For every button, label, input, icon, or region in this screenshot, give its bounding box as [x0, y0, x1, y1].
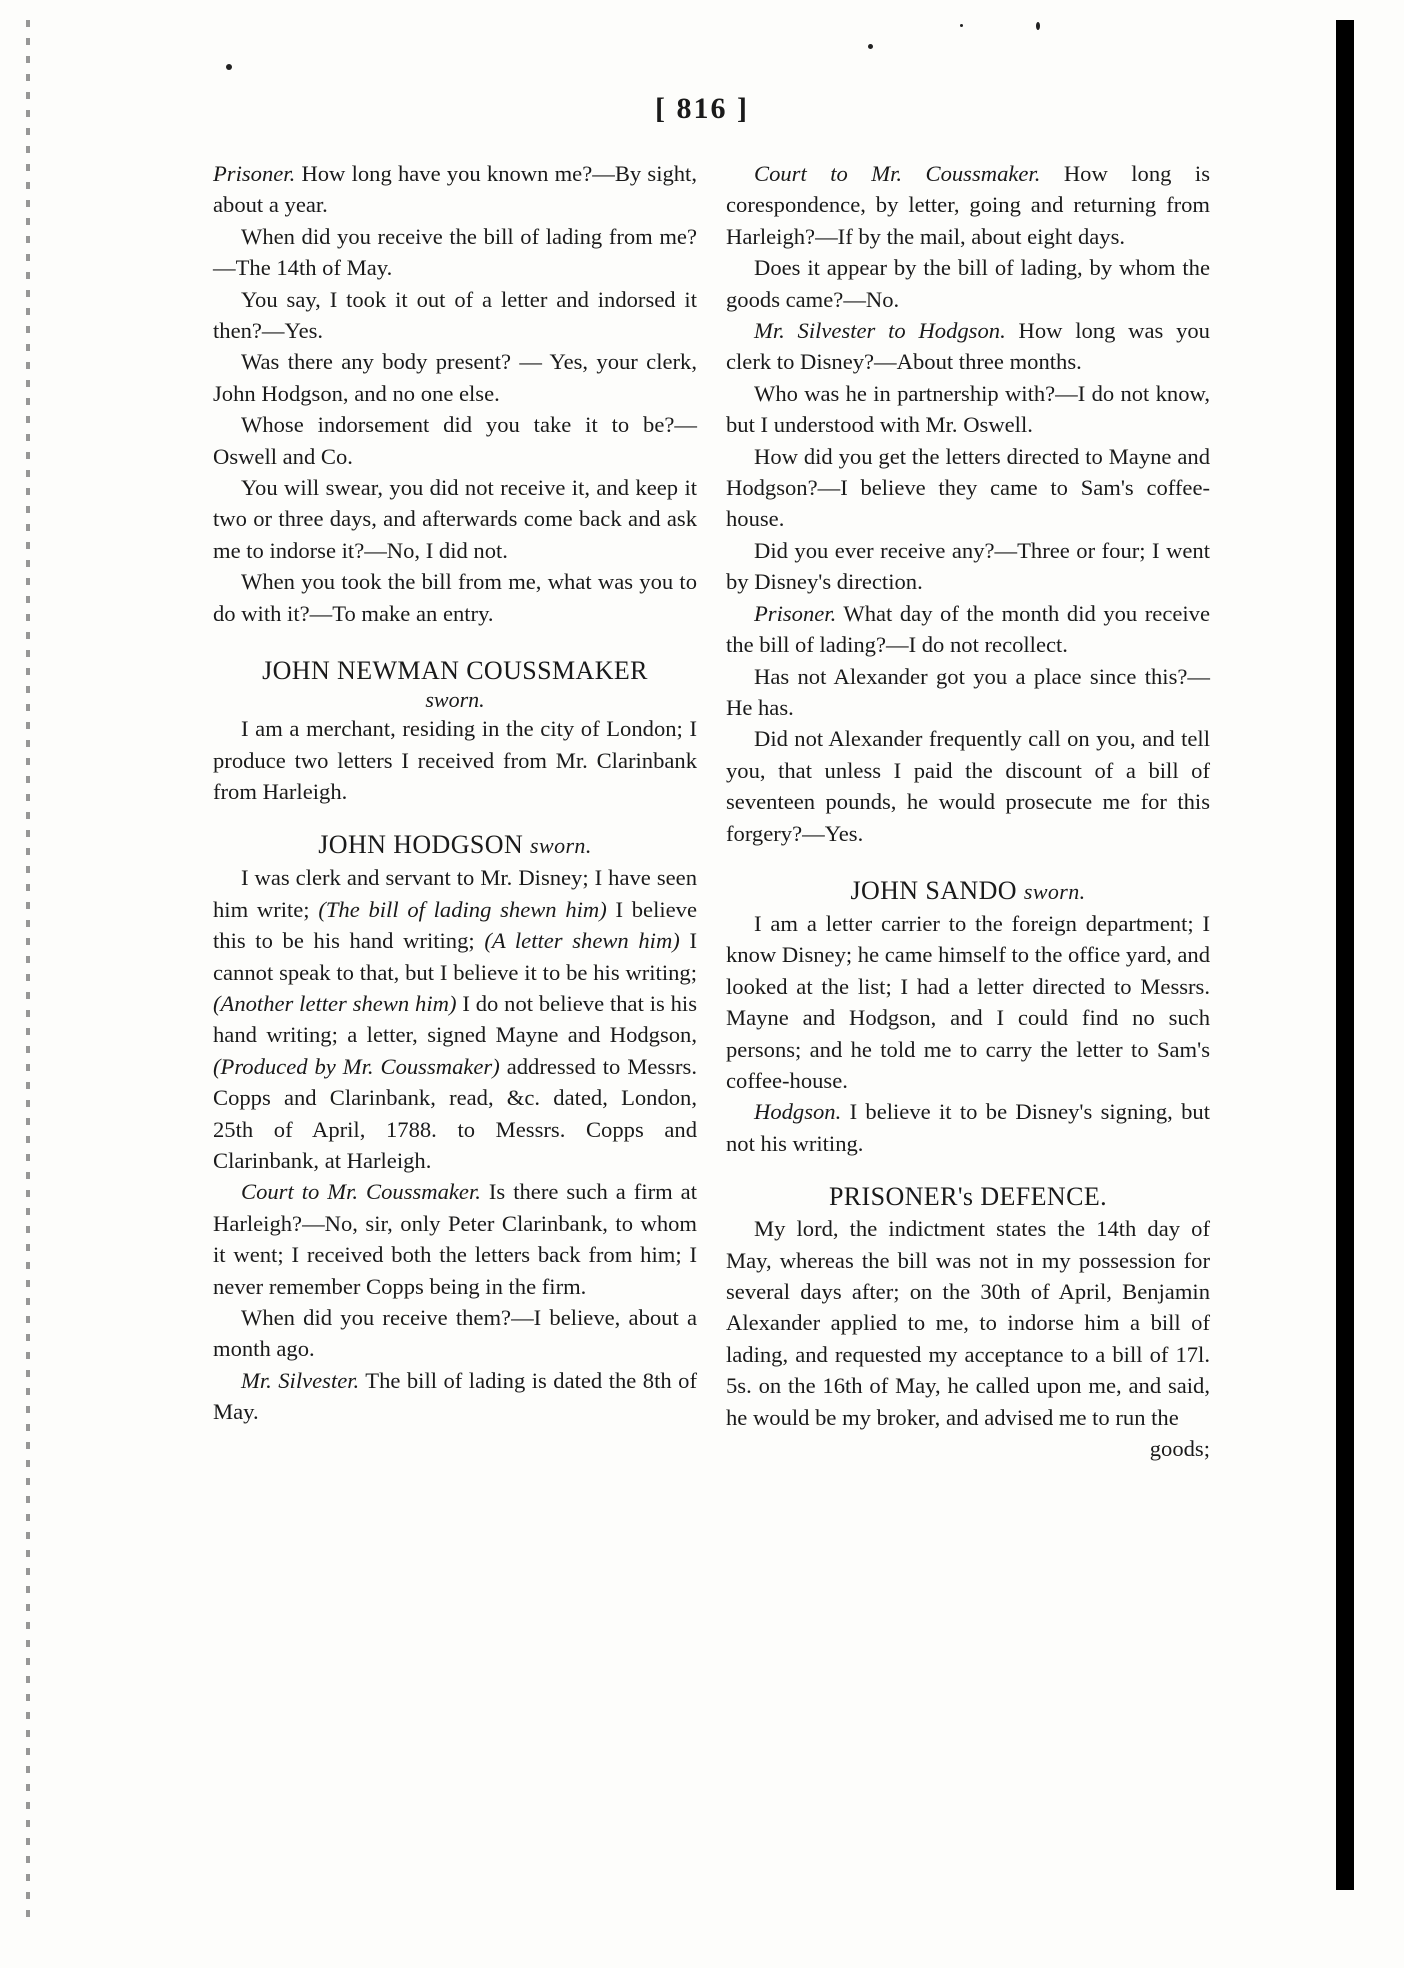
testimony: I am a letter carrier to the foreign department; I know Disney; he came himself to the office yard, and looked at the list; I had a letter directed to Messrs. Mayne and Hodgson, and I could find no such persons; and he told me to carry the letter to Sam's coffee-house. [726, 910, 1210, 1093]
defence-heading: PRISONER's DEFENCE. [828, 1182, 1108, 1212]
right-column [726, 158, 1210, 1464]
speaker-label: Mr. Silvester. [241, 1367, 360, 1393]
page-edge-shadow [1336, 20, 1354, 1890]
binding-edge [26, 20, 30, 1920]
speaker-label: Court to Mr. Coussmaker. [241, 1179, 481, 1205]
paragraph: Did you ever receive any?—Three or four; I went by Disney's direction. [726, 537, 1210, 595]
testimony-text: I do not believe that is his hand writing; a letter, signed Mayne and Hodgson, [213, 990, 698, 1048]
stage-direction: (Another letter shewn him) [213, 990, 457, 1016]
defence-text: My lord, the indictment states the 14th day of May, whereas the bill was not in my possession for several days after; on the 30th of April, Benjamin Alexander applied to me, to indorse him a bill of lading, and requested my acceptance to a bill of 17l. 5s. on the 16th of May, he called upon me, and said, he would be my broker, and advised me to run the [726, 1216, 1210, 1430]
paragraph: Who was he in partnership with?—I do not know, but I understood with Mr. Oswell. [726, 380, 1210, 438]
paragraph: Was there any body present? — Yes, your clerk, John Hodgson, and no one else. [213, 349, 697, 406]
testimony-text: I believe this to be his hand writing; [213, 896, 697, 954]
paragraph-text: The bill of lading is dated the 8th of May. [213, 1367, 697, 1425]
speaker-label: Court to Mr. Coussmaker. [754, 161, 1041, 186]
paragraph-text: What day of the month did you receive the bill of lading?—I do not recollect. [726, 600, 1210, 658]
paragraph: Whose indorsement did you take it to be?—Oswell and Co. [213, 412, 697, 469]
paragraph [213, 158, 697, 221]
speaker-label: Prisoner. [213, 161, 296, 186]
paragraph: Has not Alexander got you a place since this?—He has. [726, 663, 1210, 720]
witness-name: JOHN NEWMAN COUSSMAKER [262, 656, 648, 686]
page-number: [ 816 ] [655, 92, 749, 125]
witness-heading [213, 829, 697, 862]
paragraph [213, 1365, 697, 1428]
paragraph [726, 158, 1210, 252]
testimony-text: I cannot speak to that, but I believe it to be his writing; [213, 928, 697, 985]
paragraph: How did you get the letters directed to Mayne and Hodgson?—I believe they came to Sam's coffee-house. [726, 443, 1210, 532]
speaker-label: Hodgson. [754, 1099, 842, 1125]
testimony-text: addressed to Messrs. Copps and Clarinbank, read, &c. dated, London, 25th of April, 1788. to Messrs. Copps and Clarinbank, at Harleigh. [213, 1053, 697, 1173]
paragraph: When did you receive them?—I believe, about a month ago. [213, 1305, 697, 1362]
paragraph-text: How long have you known me?—By sight, about a year. [213, 161, 697, 218]
paragraph [213, 1176, 697, 1302]
witness-heading [213, 655, 697, 687]
witness-heading [726, 875, 1210, 908]
scan-speck [868, 44, 873, 49]
paragraph: When you took the bill from me, what was you to do with it?—To make an entry. [213, 569, 697, 626]
paragraph: When did you receive the bill of lading from me?—The 14th of May. [213, 223, 697, 281]
paragraph: Does it appear by the bill of lading, by whom the goods came?—No. [726, 255, 1210, 312]
paragraph-text: Is there such a firm at Harleigh?—No, sir, only Peter Clarinbank, to whom it went; I received both the letters back from him; I never remember Copps being in the firm. [213, 1179, 697, 1299]
testimony [213, 862, 697, 1176]
speaker-label: Prisoner. [754, 600, 837, 626]
witness-name: JOHN HODGSON [318, 830, 524, 860]
paragraph: You will swear, you did not receive it, and keep it two or three days, and afterwards come back and ask me to indorse it?—No, I did not. [213, 475, 697, 563]
paragraph-text: I believe it to be Disney's signing, but not his writing. [726, 1099, 1210, 1156]
speaker-label: Mr. Silvester to Hodgson. [754, 318, 1006, 344]
sworn-label: sworn. [1023, 878, 1086, 904]
catchword: goods; [1149, 1436, 1210, 1462]
sworn-label: sworn. [425, 687, 485, 713]
stage-direction: (Produced by Mr. Coussmaker) [213, 1053, 500, 1079]
left-column [213, 158, 697, 1428]
sworn-label: sworn. [530, 833, 592, 859]
testimony-text: I was clerk and servant to Mr. Disney; I have seen him write; [213, 865, 697, 922]
paragraph [726, 598, 1210, 661]
scan-speck [1036, 22, 1040, 30]
scan-speck [960, 24, 963, 27]
stage-direction: (A letter shewn him) [484, 928, 680, 954]
paragraph [726, 1096, 1210, 1159]
stage-direction: (The bill of lading shewn him) [318, 896, 607, 922]
scan-speck [226, 64, 232, 70]
testimony: I am a merchant, residing in the city of London; I produce two letters I received from Mr. Clarinbank from Harleigh. [213, 716, 697, 804]
paragraph-text: How long was you clerk to Disney?—About three months. [726, 318, 1210, 375]
paragraph: You say, I took it out of a letter and indorsed it then?—Yes. [213, 286, 697, 344]
paragraph-text: How long is corespondence, by letter, going and returning from Harleigh?—If by the mail, about eight days. [726, 161, 1210, 249]
paragraph: Did not Alexander frequently call on you, and tell you, that unless I paid the discount of a bill of seventeen pounds, he would prosecute me for this forgery?—Yes. [726, 726, 1210, 846]
paragraph [726, 315, 1210, 378]
witness-name: JOHN SANDO [850, 875, 1017, 905]
